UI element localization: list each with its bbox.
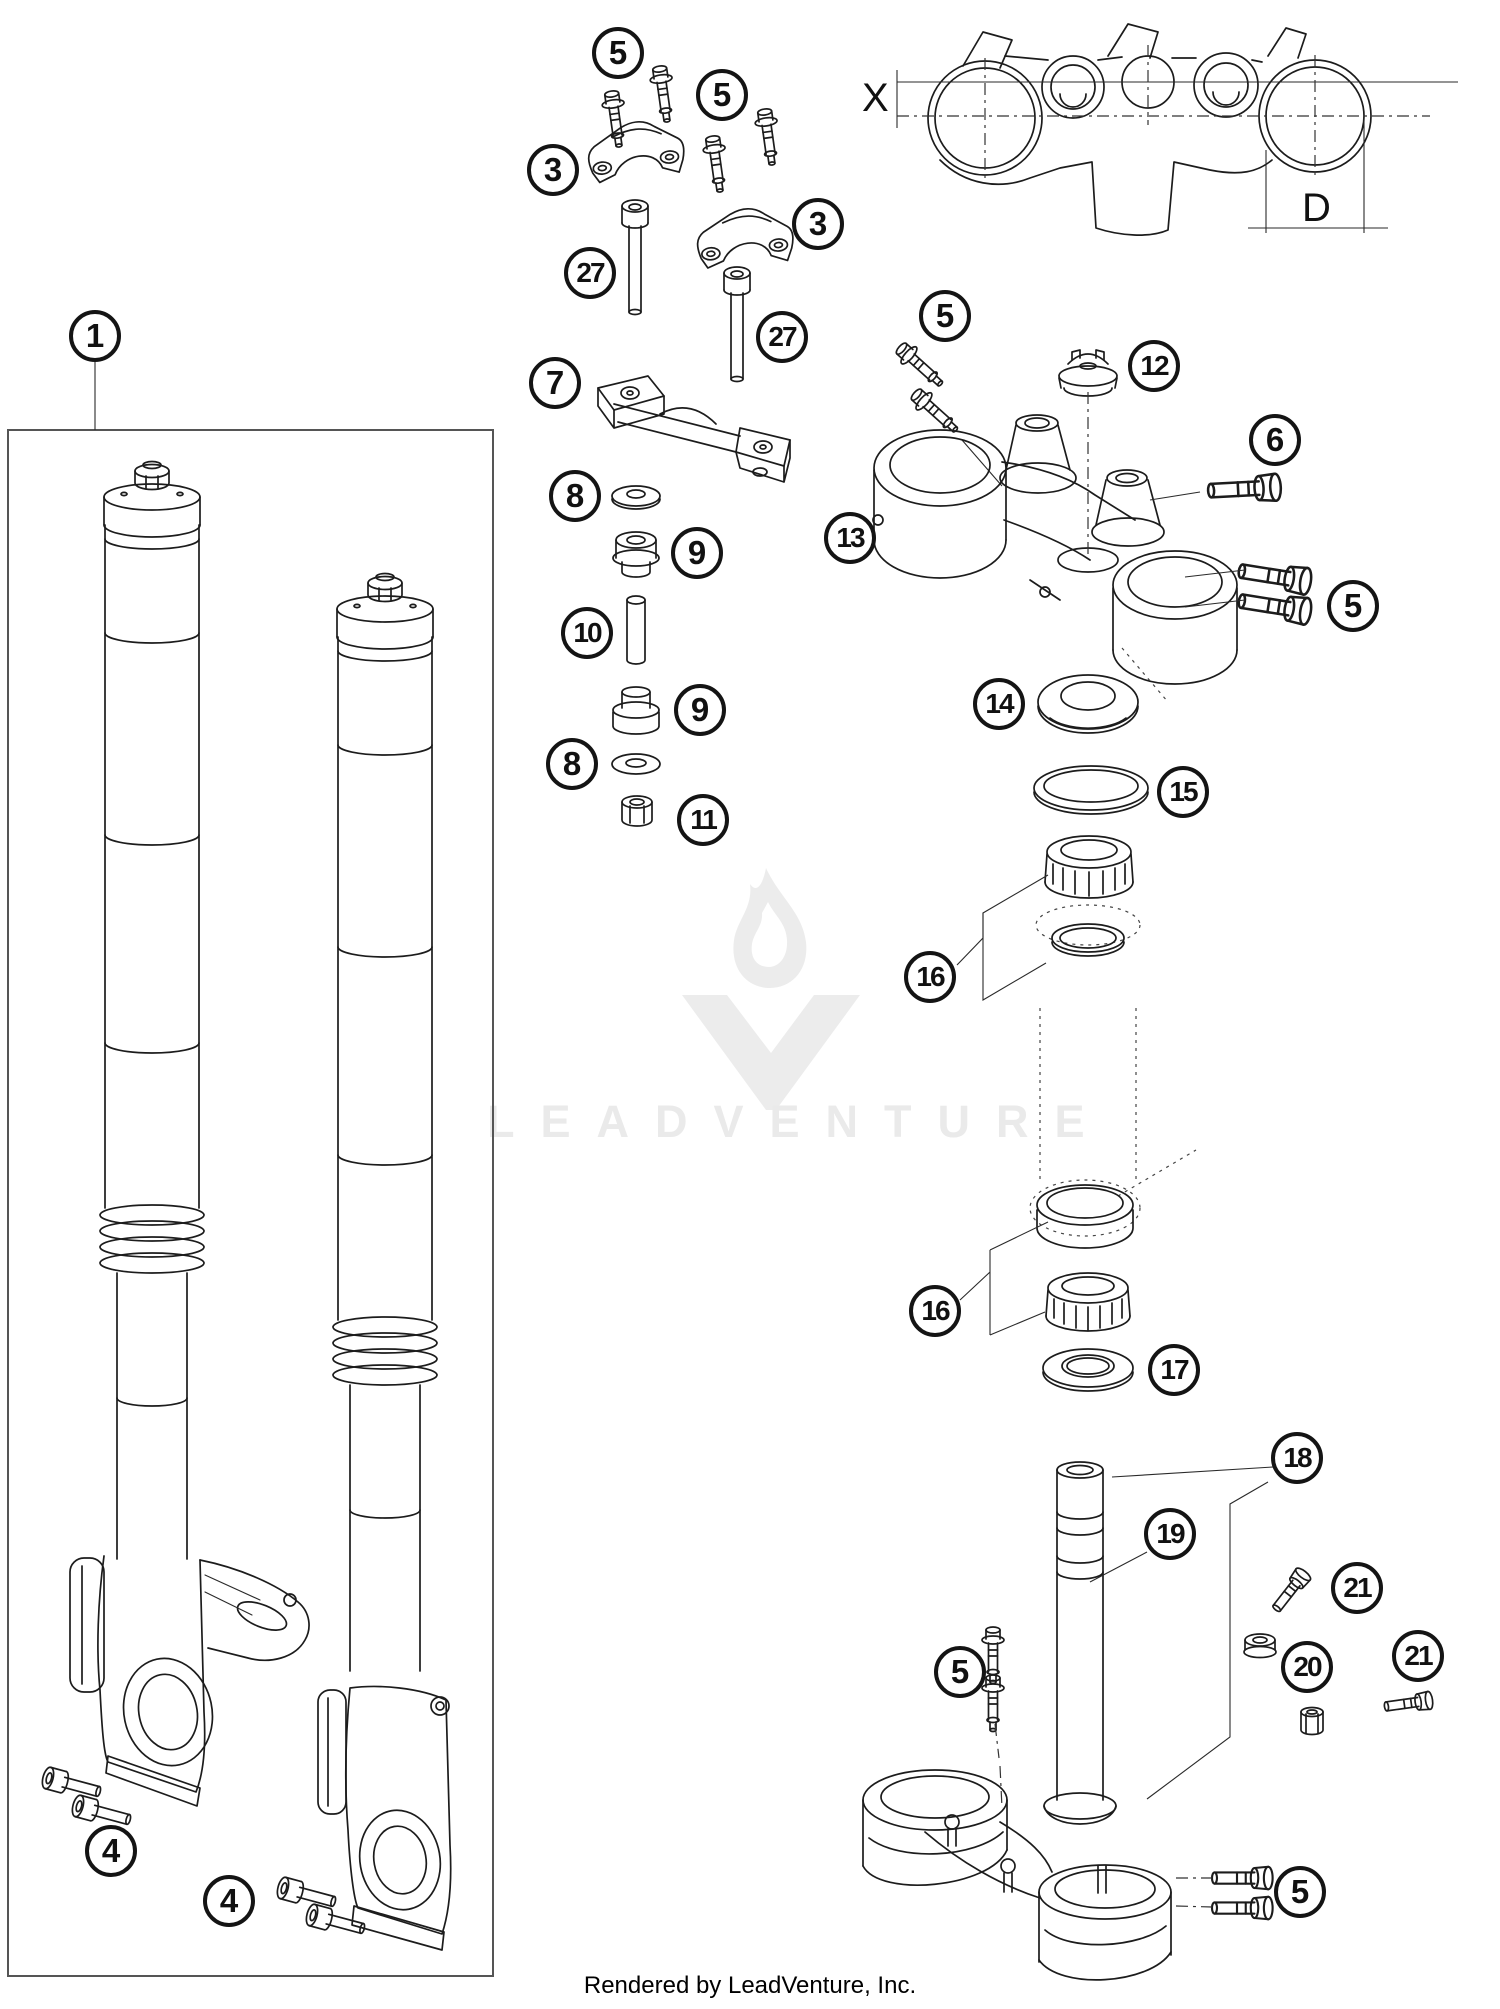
callout-4: 4	[85, 1825, 137, 1877]
handlebar-top-clamp	[585, 117, 686, 183]
handlebar-lower-bracket	[598, 376, 790, 482]
callout-8: 8	[546, 738, 598, 790]
axle-clamp-left	[70, 1556, 309, 1806]
callout-27: 27	[756, 311, 808, 363]
watermark-text: LEADVENTURE	[487, 1096, 1111, 1147]
callout-6: 6	[1249, 414, 1301, 466]
clamp-screw	[724, 267, 750, 382]
dimension-d-label: D	[1302, 186, 1331, 230]
callout-9: 9	[674, 684, 726, 736]
axle-clamp-right	[318, 1687, 451, 1951]
clamp-bolt	[1237, 557, 1313, 595]
callout-5: 5	[592, 27, 644, 79]
callout-9: 9	[671, 527, 723, 579]
clamp-bolt	[701, 135, 731, 194]
callout-5: 5	[1327, 580, 1379, 632]
callout-15: 15	[1157, 766, 1209, 818]
footer-credit: Rendered by LeadVenture, Inc.	[583, 1972, 917, 1999]
callout-18: 18	[1271, 1432, 1323, 1484]
bearing-ring	[1034, 766, 1148, 814]
callout-27: 27	[564, 247, 616, 299]
axle-bolt	[40, 1766, 103, 1803]
callout-19: 19	[1144, 1508, 1196, 1560]
callout-5: 5	[919, 290, 971, 342]
callout-3: 3	[792, 198, 844, 250]
tapered-bearing-lower	[1046, 1273, 1130, 1331]
callout-4: 4	[203, 1875, 255, 1927]
axle-bolt	[275, 1876, 338, 1913]
callout-16: 16	[909, 1285, 961, 1337]
callout-7: 7	[529, 357, 581, 409]
tapered-bearing-upper	[1045, 836, 1133, 898]
clamp-bolt	[1212, 1897, 1273, 1920]
callout-21: 21	[1331, 1562, 1383, 1614]
upper-bearing	[1038, 675, 1138, 733]
callout-1: 1	[69, 310, 121, 362]
callout-8: 8	[549, 470, 601, 522]
callout-10: 10	[561, 607, 613, 659]
callout-5: 5	[934, 1646, 986, 1698]
handlebar-top-clamp	[695, 206, 794, 269]
steering-seal	[1043, 1349, 1133, 1391]
callout-21: 21	[1392, 1630, 1444, 1682]
callout-5: 5	[696, 69, 748, 121]
steering-bearing-stack	[957, 648, 1196, 1391]
clamp-bolt	[1207, 473, 1281, 504]
fork-leg-right	[275, 574, 450, 1951]
callout-12: 12	[1128, 340, 1180, 392]
clamp-bolt	[1212, 1867, 1273, 1890]
triple-clamp-top-view	[862, 24, 1458, 235]
callout-13: 13	[824, 512, 876, 564]
clamp-bolt	[753, 108, 783, 167]
handlebar-clamp-group	[585, 65, 794, 482]
steering-stem-nut	[1059, 350, 1117, 396]
callout-20: 20	[1281, 1641, 1333, 1693]
upper-race	[1052, 924, 1124, 956]
callout-14: 14	[973, 678, 1025, 730]
dimension-x-label: X	[862, 76, 889, 120]
callout-3: 3	[527, 144, 579, 196]
clamp-bolt	[1268, 1566, 1312, 1615]
pinch-bolt	[892, 338, 949, 392]
clamp-bolt	[648, 65, 678, 124]
lower-race	[1037, 1185, 1133, 1248]
callout-5: 5	[1274, 1866, 1326, 1918]
upper-triple-clamp	[873, 338, 1313, 684]
axle-bolt	[70, 1794, 133, 1831]
pinch-bolt	[982, 1675, 1004, 1732]
clamp-bolt	[1383, 1691, 1434, 1716]
callout-16-brackets	[957, 875, 1048, 1335]
steering-stem	[1057, 1462, 1103, 1800]
callout-11: 11	[677, 794, 729, 846]
fork-assembly-box	[8, 362, 493, 1976]
clamp-screw	[622, 200, 648, 315]
callout-17: 17	[1148, 1344, 1200, 1396]
lower-clamp-body	[863, 1770, 1171, 1980]
callout-16: 16	[904, 951, 956, 1003]
bar-mount-rubber-stack	[612, 486, 660, 826]
fork-leg-left	[40, 462, 309, 1831]
